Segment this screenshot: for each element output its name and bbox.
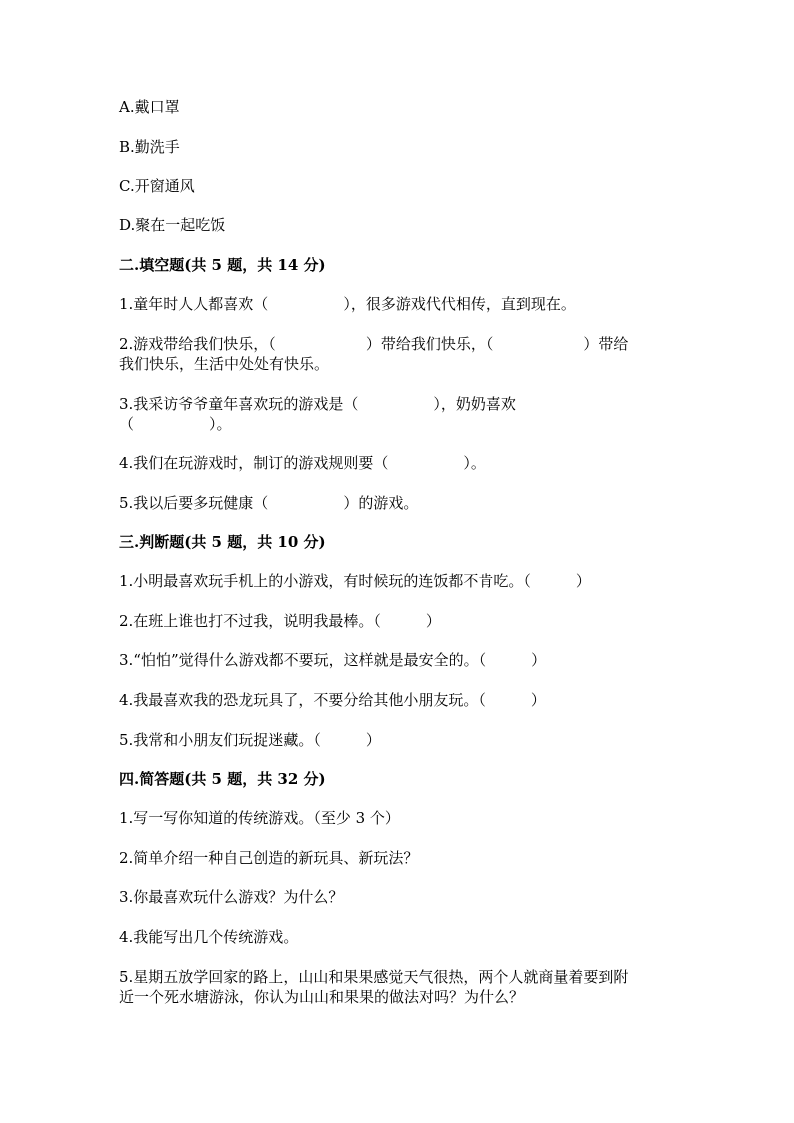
section-heading-short-answer: 四.简答题(共 5 题，共 32 分) (119, 770, 326, 788)
option-c: C.开窗通风 (119, 177, 195, 195)
fill-blank-question-3-line-2: （ ）。 (119, 415, 232, 433)
section-heading-fill-blank: 二.填空题(共 5 题，共 14 分) (119, 256, 326, 274)
short-answer-question-1: 1.写一写你知道的传统游戏。（至少 3 个） (119, 809, 400, 827)
fill-blank-question-1: 1.童年时人人都喜欢（ ），很多游戏代代相传，直到现在。 (119, 295, 576, 313)
option-a: A.戴口罩 (119, 98, 180, 116)
short-answer-question-5-line-1: 5.星期五放学回家的路上，山山和果果感觉天气很热，两个人就商量着要到附 (119, 968, 629, 986)
judgement-question-4: 4.我最喜欢我的恐龙玩具了，不要分给其他小朋友玩。（ ） (119, 691, 546, 709)
fill-blank-question-3-line-1: 3.我采访爷爷童年喜欢玩的游戏是（ ），奶奶喜欢 (119, 395, 516, 413)
fill-blank-question-2-line-2: 我们快乐，生活中处处有快乐。 (119, 355, 330, 373)
judgement-question-2: 2.在班上谁也打不过我，说明我最棒。（ ） (119, 612, 441, 630)
short-answer-question-4: 4.我能写出几个传统游戏。 (119, 928, 299, 946)
judgement-question-3: 3.“怕怕”觉得什么游戏都不要玩，这样就是最安全的。（ ） (119, 651, 547, 669)
judgement-question-5: 5.我常和小朋友们玩捉迷藏。（ ） (119, 731, 381, 749)
fill-blank-question-5: 5.我以后要多玩健康（ ）的游戏。 (119, 494, 419, 512)
short-answer-question-3: 3.你最喜欢玩什么游戏？为什么？ (119, 888, 344, 906)
option-b: B.勤洗手 (119, 138, 180, 156)
section-heading-judgement: 三.判断题(共 5 题，共 10 分) (119, 533, 326, 551)
option-d: D.聚在一起吃饭 (119, 216, 226, 234)
short-answer-question-5-line-2: 近一个死水塘游泳，你认为山山和果果的做法对吗？为什么？ (119, 988, 525, 1006)
fill-blank-question-2-line-1: 2.游戏带给我们快乐，（ ）带给我们快乐，（ ）带给 (119, 335, 629, 353)
fill-blank-question-4: 4.我们在玩游戏时，制订的游戏规则要（ ）。 (119, 454, 486, 472)
judgement-question-1: 1.小明最喜欢玩手机上的小游戏，有时候玩的连饭都不肯吃。（ ） (119, 572, 591, 590)
short-answer-question-2: 2.简单介绍一种自己创造的新玩具、新玩法？ (119, 849, 419, 867)
